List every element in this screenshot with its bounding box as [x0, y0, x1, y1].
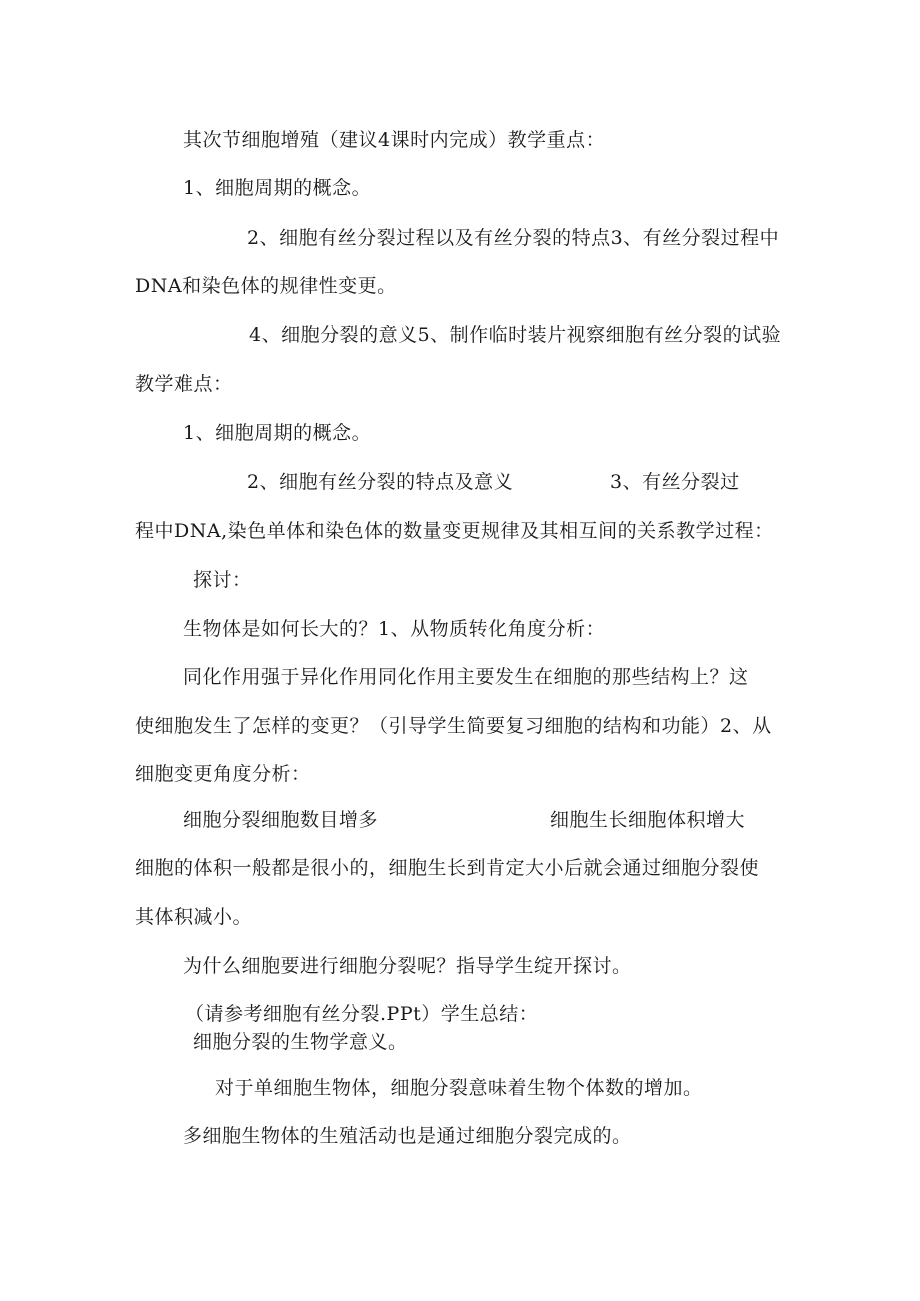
text-line: DNA和染色体的规律性变更。 [135, 275, 397, 297]
text-line: 对于单细胞生物体，细胞分裂意味着生物个体数的增加。 [215, 1077, 703, 1099]
text-line: 细胞生长细胞体积增大 [550, 809, 746, 831]
text-line: 1、细胞周期的概念。 [183, 422, 372, 444]
text-line: 使细胞发生了怎样的变更？（引导学生简要复习细胞的结构和功能）2、从 [135, 715, 772, 737]
text-line: 3、有丝分裂过 [610, 471, 740, 493]
text-line: 多细胞生物体的生殖活动也是通过细胞分裂完成的。 [183, 1125, 632, 1147]
text-line: 细胞变更角度分析： [135, 763, 311, 785]
section-title: 其次节细胞增殖（建议4课时内完成）教学重点： [183, 129, 606, 151]
text-line: 2、细胞有丝分裂的特点及意义 [247, 471, 514, 493]
text-line: 同化作用强于异化作用同化作用主要发生在细胞的那些结构上？这 [183, 666, 749, 688]
text-line: 其体积减小。 [135, 906, 253, 928]
text-line: 程中DNA,染色单体和染色体的数量变更规律及其相互间的关系教学过程： [135, 520, 774, 542]
text-line: 细胞分裂细胞数目增多 [183, 809, 379, 831]
text-line: 为什么细胞要进行细胞分裂呢？指导学生绽开探讨。 [183, 955, 632, 977]
text-line: 细胞分裂的生物学意义。 [193, 1031, 408, 1053]
text-line: 4、细胞分裂的意义5、制作临时装片视察细胞有丝分裂的试验 [249, 324, 782, 346]
text-line: 2、细胞有丝分裂过程以及有丝分裂的特点3、有丝分裂过程中 [247, 227, 780, 249]
text-line: 探讨： [193, 569, 252, 591]
text-line: 教学难点： [135, 373, 233, 395]
text-line: 生物体是如何长大的？1、从物质转化角度分析： [183, 618, 606, 640]
text-line: 细胞的体积一般都是很小的，细胞生长到肯定大小后就会通过细胞分裂使 [135, 857, 760, 879]
text-line: （请参考细胞有丝分裂.PPt）学生总结： [185, 1003, 539, 1025]
text-line: 1、细胞周期的概念。 [183, 177, 372, 199]
